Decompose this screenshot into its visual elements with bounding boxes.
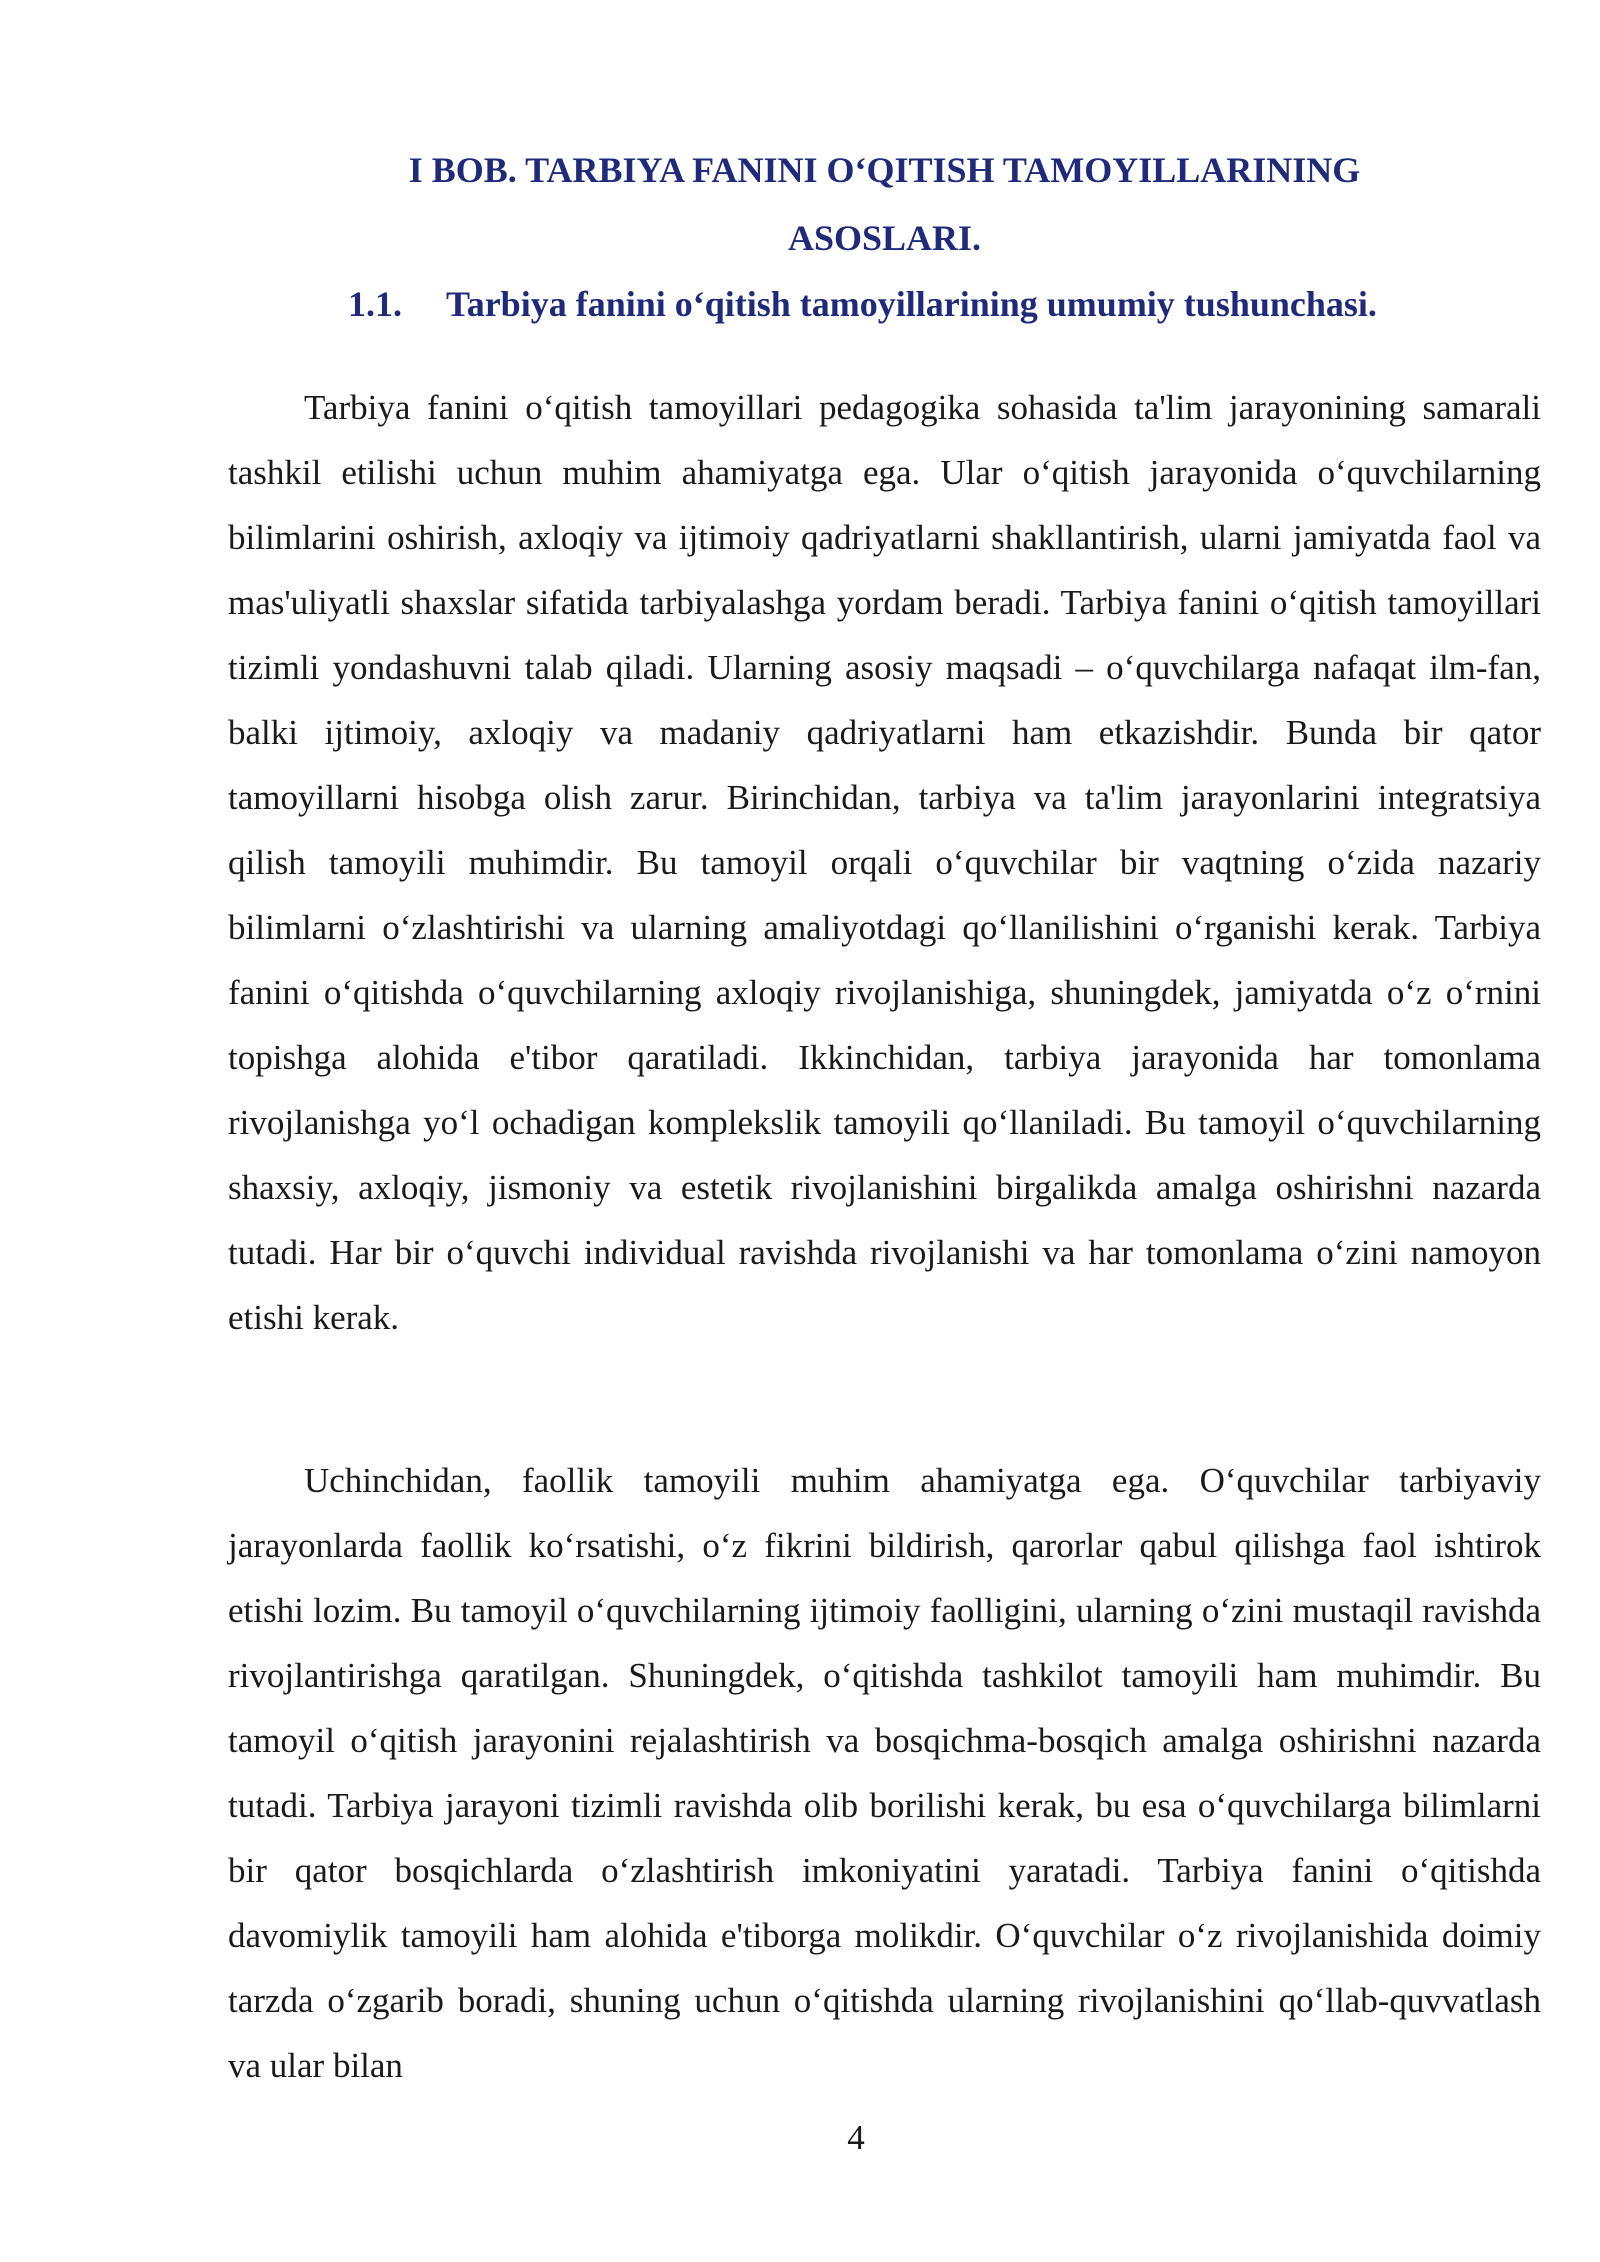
- body-paragraph-1: Tarbiya fanini o‘qitish tamoyillari pedagogika sohasida ta'lim jarayonining samarali tashkil etilishi uchun muhim ahamiyatga ega. Ular o‘qitish jarayonida o‘quvchilarning bilimlarini oshirish, axloqiy va ijtimoiy qadriyatlarni shakllantirish, ularni jamiyatda faol va mas'uliyatli shaxslar sifatida tarbiyalashga yordam beradi. Tarbiya fanini o‘qitish tamoyillari tizimli yondashuvni talab qiladi. Ularning asosiy maqsadi – o‘quvchilarga nafaqat ilm-fan, balki ijtimoiy, axloqiy va madaniy qadriyatlarni ham etkazishdir. Bunda bir qator tamoyillarni hisobga olish zarur. Birinchidan, tarbiya va ta'lim jarayonlarini integratsiya qilish tamoyili muhimdir. Bu tamoyil orqali o‘quvchilar bir vaqtning o‘zida nazariy bilimlarni o‘zlashtirishi va ularning amaliyotdagi qo‘llanilishini o‘rganishi kerak. Tarbiya fanini o‘qitishda o‘quvchilarning axloqiy rivojlanishiga, shuningdek, jamiyatda o‘z o‘rnini topishga alohida e'tibor qaratiladi. Ikkinchidan, tarbiya jarayonida har tomonlama rivojlanishga yo‘l ochadigan komplekslik tamoyili qo‘llaniladi. Bu tamoyil o‘quvchilarning shaxsiy, axloqiy, jismoniy va estetik rivojlanishini birgalikda amalga oshirishni nazarda tutadi. Har bir o‘quvchi individual ravishda rivojlanishi va har tomonlama o‘zini namoyon etishi kerak.: [228, 388, 1541, 1337]
- page-number: 4: [847, 2118, 865, 2157]
- chapter-title-line-1: I BOB. TARBIYA FANINI O‘QITISH TAMOYILLARINING: [408, 150, 1361, 190]
- chapter-title-line-2: ASOSLARI.: [787, 218, 982, 258]
- section-heading: [348, 284, 1377, 324]
- section-title: Tarbiya fanini o‘qitish tamoyillarining umumiy tushunchasi.: [446, 284, 1377, 324]
- body-paragraph-2: Uchinchidan, faollik tamoyili muhim ahamiyatga ega. O‘quvchilar tarbiyaviy jarayonlarda faollik ko‘rsatishi, o‘z fikrini bildirish, qarorlar qabul qilishga faol ishtirok etishi lozim. Bu tamoyil o‘quvchilarning ijtimoiy faolligini, ularning o‘zini mustaqil ravishda rivojlantirishga qaratilgan. Shuningdek, o‘qitishda tashkilot tamoyili ham muhimdir. Bu tamoyil o‘qitish jarayonini rejalashtirish va bosqichma-bosqich amalga oshirishni nazarda tutadi. Tarbiya jarayoni tizimli ravishda olib borilishi kerak, bu esa o‘quvchilarga bilimlarni bir qator bosqichlarda o‘zlashtirish imkoniyatini yaratadi. Tarbiya fanini o‘qitishda davomiylik tamoyili ham alohida e'tiborga molikdir. O‘quvchilar o‘z rivojlanishida doimiy tarzda o‘zgarib boradi, shuning uchun o‘qitishda ularning rivojlanishini qo‘llab-quvvatlash va ular bilan: [228, 1461, 1541, 2085]
- section-number: 1.1.: [348, 284, 402, 324]
